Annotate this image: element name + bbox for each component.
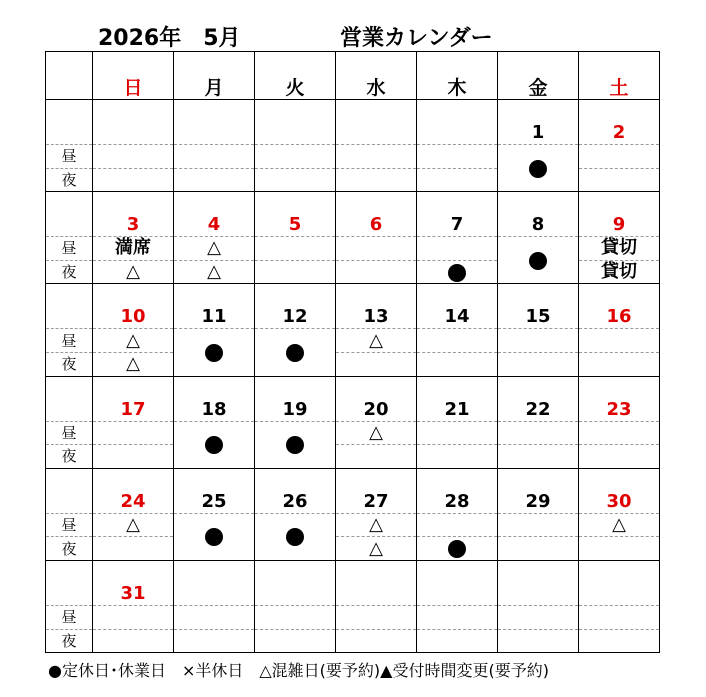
noon-status: 貸切 — [601, 237, 637, 259]
date-cell — [336, 284, 417, 329]
weekday-header: 金 — [498, 52, 579, 100]
date-number: 23 — [606, 398, 632, 420]
noon-status-cell — [417, 605, 498, 629]
closed-dot-icon — [448, 540, 466, 558]
week-date-row — [46, 100, 660, 145]
date-cell — [93, 284, 174, 329]
noon-status: △ — [126, 514, 140, 536]
night-status-cell — [93, 352, 174, 376]
night-status-cell — [93, 260, 174, 284]
week-noon-row — [46, 329, 660, 353]
night-status-cell — [417, 629, 498, 653]
closed-cell — [174, 513, 255, 560]
noon-status-cell — [93, 145, 174, 169]
date-number: 2 — [612, 122, 626, 143]
noon-status-cell — [579, 421, 660, 445]
night-status-cell — [498, 352, 579, 376]
noon-label: 昼 — [46, 605, 93, 629]
night-status-cell — [336, 352, 417, 376]
night-status-cell — [336, 537, 417, 561]
noon-status: 満席 — [115, 237, 151, 259]
week-noon-row — [46, 605, 660, 629]
label-blank — [46, 560, 93, 605]
business-calendar-table — [45, 51, 660, 653]
date-cell — [255, 468, 336, 513]
night-label: 夜 — [46, 352, 93, 376]
closed-cell — [255, 513, 336, 560]
date-number: 12 — [282, 306, 308, 328]
closed-cell — [498, 237, 579, 284]
date-cell — [336, 468, 417, 513]
date-number: 7 — [450, 214, 464, 236]
date-number: 18 — [201, 398, 227, 420]
date-cell — [93, 192, 174, 237]
noon-status-cell — [255, 237, 336, 261]
date-number: 11 — [201, 306, 227, 328]
noon-label: 昼 — [46, 145, 93, 169]
date-number: 27 — [363, 490, 389, 512]
night-status-cell — [417, 260, 498, 284]
label-blank — [46, 468, 93, 513]
night-label: 夜 — [46, 168, 93, 192]
night-status-cell — [93, 629, 174, 653]
night-status-cell — [417, 445, 498, 469]
date-cell — [255, 376, 336, 421]
date-cell — [255, 560, 336, 605]
date-cell — [336, 100, 417, 145]
closed-cell — [174, 329, 255, 376]
night-status-cell — [336, 445, 417, 469]
night-status-cell — [498, 537, 579, 561]
night-status-cell — [498, 629, 579, 653]
label-blank — [46, 192, 93, 237]
date-cell — [498, 468, 579, 513]
night-status-cell — [498, 445, 579, 469]
week-night-row — [46, 629, 660, 653]
date-number: 21 — [444, 398, 470, 420]
night-status-cell — [255, 260, 336, 284]
date-number: 29 — [525, 490, 551, 512]
calendar-title: 営業カレンダー — [340, 26, 493, 51]
date-cell — [336, 192, 417, 237]
week-night-row — [46, 352, 660, 376]
week-date-row — [46, 192, 660, 237]
noon-status-cell — [417, 237, 498, 261]
date-cell — [579, 468, 660, 513]
noon-status-cell — [174, 237, 255, 261]
date-cell — [174, 284, 255, 329]
night-status-cell — [93, 168, 174, 192]
date-number: 25 — [201, 490, 227, 512]
night-status-cell — [336, 260, 417, 284]
date-cell — [93, 100, 174, 145]
week-noon-row — [46, 513, 660, 537]
date-number: 4 — [207, 214, 221, 236]
night-status-cell — [93, 537, 174, 561]
weekday-header: 水 — [336, 52, 417, 100]
week-date-row — [46, 560, 660, 605]
date-cell — [579, 376, 660, 421]
date-cell — [93, 376, 174, 421]
night-status-cell — [579, 445, 660, 469]
date-number: 6 — [369, 214, 383, 236]
week-night-row — [46, 537, 660, 561]
noon-status-cell — [93, 237, 174, 261]
date-number: 8 — [531, 214, 545, 236]
date-number: 17 — [120, 398, 146, 420]
week-date-row — [46, 284, 660, 329]
noon-status: △ — [369, 421, 383, 443]
night-label: 夜 — [46, 537, 93, 561]
noon-label: 昼 — [46, 421, 93, 445]
date-cell — [498, 284, 579, 329]
date-cell — [417, 560, 498, 605]
date-number: 19 — [282, 398, 308, 420]
date-number: 10 — [120, 306, 146, 328]
date-number: 28 — [444, 490, 470, 512]
night-status-cell — [255, 168, 336, 192]
date-number: 22 — [525, 398, 551, 420]
closed-dot-icon — [286, 344, 304, 362]
date-cell — [579, 192, 660, 237]
week-date-row — [46, 468, 660, 513]
closed-dot-icon — [448, 264, 466, 282]
noon-label: 昼 — [46, 329, 93, 353]
date-number: 1 — [531, 122, 545, 143]
date-cell — [174, 192, 255, 237]
date-cell — [498, 100, 579, 145]
date-cell — [579, 560, 660, 605]
night-status-cell — [579, 260, 660, 284]
date-cell — [255, 192, 336, 237]
noon-status-cell — [498, 421, 579, 445]
noon-status: △ — [369, 514, 383, 536]
date-number: 15 — [525, 306, 551, 328]
noon-status-cell — [498, 605, 579, 629]
night-status-cell — [93, 445, 174, 469]
noon-status-cell — [255, 605, 336, 629]
noon-status: △ — [207, 237, 221, 259]
noon-status-cell — [579, 605, 660, 629]
date-number: 20 — [363, 398, 389, 420]
noon-status-cell — [579, 329, 660, 353]
noon-status-cell — [336, 329, 417, 353]
weekday-header: 木 — [417, 52, 498, 100]
date-number: 16 — [606, 306, 632, 328]
night-status: △ — [126, 353, 140, 375]
noon-status-cell — [336, 421, 417, 445]
noon-status-cell — [336, 605, 417, 629]
night-status-cell — [579, 352, 660, 376]
weekday-header: 土 — [579, 52, 660, 100]
date-cell — [498, 560, 579, 605]
noon-status: △ — [126, 329, 140, 351]
noon-status-cell — [93, 605, 174, 629]
noon-status-cell — [417, 329, 498, 353]
noon-status-cell — [93, 421, 174, 445]
weekday-header: 火 — [255, 52, 336, 100]
date-cell — [579, 100, 660, 145]
week-night-row — [46, 445, 660, 469]
weekday-header: 日 — [93, 52, 174, 100]
closed-dot-icon — [286, 528, 304, 546]
night-status-cell — [336, 629, 417, 653]
night-status: △ — [207, 261, 221, 283]
noon-status-cell — [579, 145, 660, 169]
date-cell — [417, 100, 498, 145]
noon-status-cell — [579, 237, 660, 261]
weekday-header-row — [46, 52, 660, 100]
date-cell — [417, 468, 498, 513]
noon-status-cell — [174, 605, 255, 629]
date-cell — [255, 100, 336, 145]
night-status-cell — [579, 629, 660, 653]
noon-status-cell — [174, 145, 255, 169]
night-status-cell — [174, 260, 255, 284]
night-status-cell — [579, 537, 660, 561]
date-cell — [579, 284, 660, 329]
closed-dot-icon — [286, 436, 304, 454]
date-cell — [93, 468, 174, 513]
week-date-row — [46, 376, 660, 421]
date-number: 26 — [282, 490, 308, 512]
date-number: 13 — [363, 306, 389, 328]
label-blank — [46, 284, 93, 329]
date-cell — [174, 560, 255, 605]
date-cell — [336, 560, 417, 605]
noon-status-cell — [93, 513, 174, 537]
date-cell — [93, 560, 174, 605]
weekday-header: 月 — [174, 52, 255, 100]
date-number: 31 — [120, 582, 146, 604]
label-blank — [46, 100, 93, 145]
night-status-cell — [579, 168, 660, 192]
date-cell — [417, 284, 498, 329]
date-cell — [174, 376, 255, 421]
date-number: 14 — [444, 306, 470, 328]
night-status: 貸切 — [601, 261, 637, 283]
night-status: △ — [369, 537, 383, 559]
label-blank — [46, 376, 93, 421]
week-noon-row — [46, 421, 660, 445]
calendar-year-month: 2026年 5月 — [98, 26, 241, 51]
date-number: 3 — [126, 214, 140, 236]
closed-dot-icon — [205, 528, 223, 546]
date-number: 9 — [612, 214, 626, 236]
noon-status-cell — [336, 513, 417, 537]
closed-dot-icon — [529, 252, 547, 270]
night-status-cell — [174, 168, 255, 192]
noon-status-cell — [336, 145, 417, 169]
night-label: 夜 — [46, 629, 93, 653]
noon-status: △ — [369, 329, 383, 351]
night-status: △ — [126, 261, 140, 283]
date-cell — [498, 376, 579, 421]
week-noon-row — [46, 237, 660, 261]
date-cell — [336, 376, 417, 421]
date-cell — [417, 192, 498, 237]
noon-status-cell — [417, 513, 498, 537]
night-label: 夜 — [46, 260, 93, 284]
noon-label: 昼 — [46, 237, 93, 261]
night-status-cell — [255, 629, 336, 653]
night-label: 夜 — [46, 445, 93, 469]
noon-status: △ — [612, 514, 626, 536]
noon-status-cell — [255, 145, 336, 169]
closed-dot-icon — [529, 160, 547, 178]
date-number: 24 — [120, 490, 146, 512]
closed-cell — [255, 329, 336, 376]
date-cell — [174, 100, 255, 145]
noon-status-cell — [579, 513, 660, 537]
date-number: 5 — [288, 214, 302, 236]
noon-status-cell — [498, 329, 579, 353]
date-cell — [417, 376, 498, 421]
date-number: 30 — [606, 490, 632, 512]
noon-status-cell — [498, 513, 579, 537]
night-status-cell — [336, 168, 417, 192]
closed-dot-icon — [205, 344, 223, 362]
closed-cell — [174, 421, 255, 468]
week-noon-row — [46, 145, 660, 169]
night-status-cell — [417, 168, 498, 192]
night-status-cell — [417, 352, 498, 376]
night-status-cell — [174, 629, 255, 653]
noon-status-cell — [336, 237, 417, 261]
noon-label: 昼 — [46, 513, 93, 537]
night-status-cell — [417, 537, 498, 561]
date-cell — [174, 468, 255, 513]
noon-status-cell — [417, 421, 498, 445]
date-cell — [498, 192, 579, 237]
date-cell — [255, 284, 336, 329]
closed-cell — [498, 145, 579, 192]
closed-cell — [255, 421, 336, 468]
noon-status-cell — [93, 329, 174, 353]
legend: ●定休日･休業日 ×半休日 △混雑日(要予約)▲受付時間変更(要予約) — [48, 661, 549, 680]
closed-dot-icon — [205, 436, 223, 454]
noon-status-cell — [417, 145, 498, 169]
corner-cell — [46, 52, 93, 100]
